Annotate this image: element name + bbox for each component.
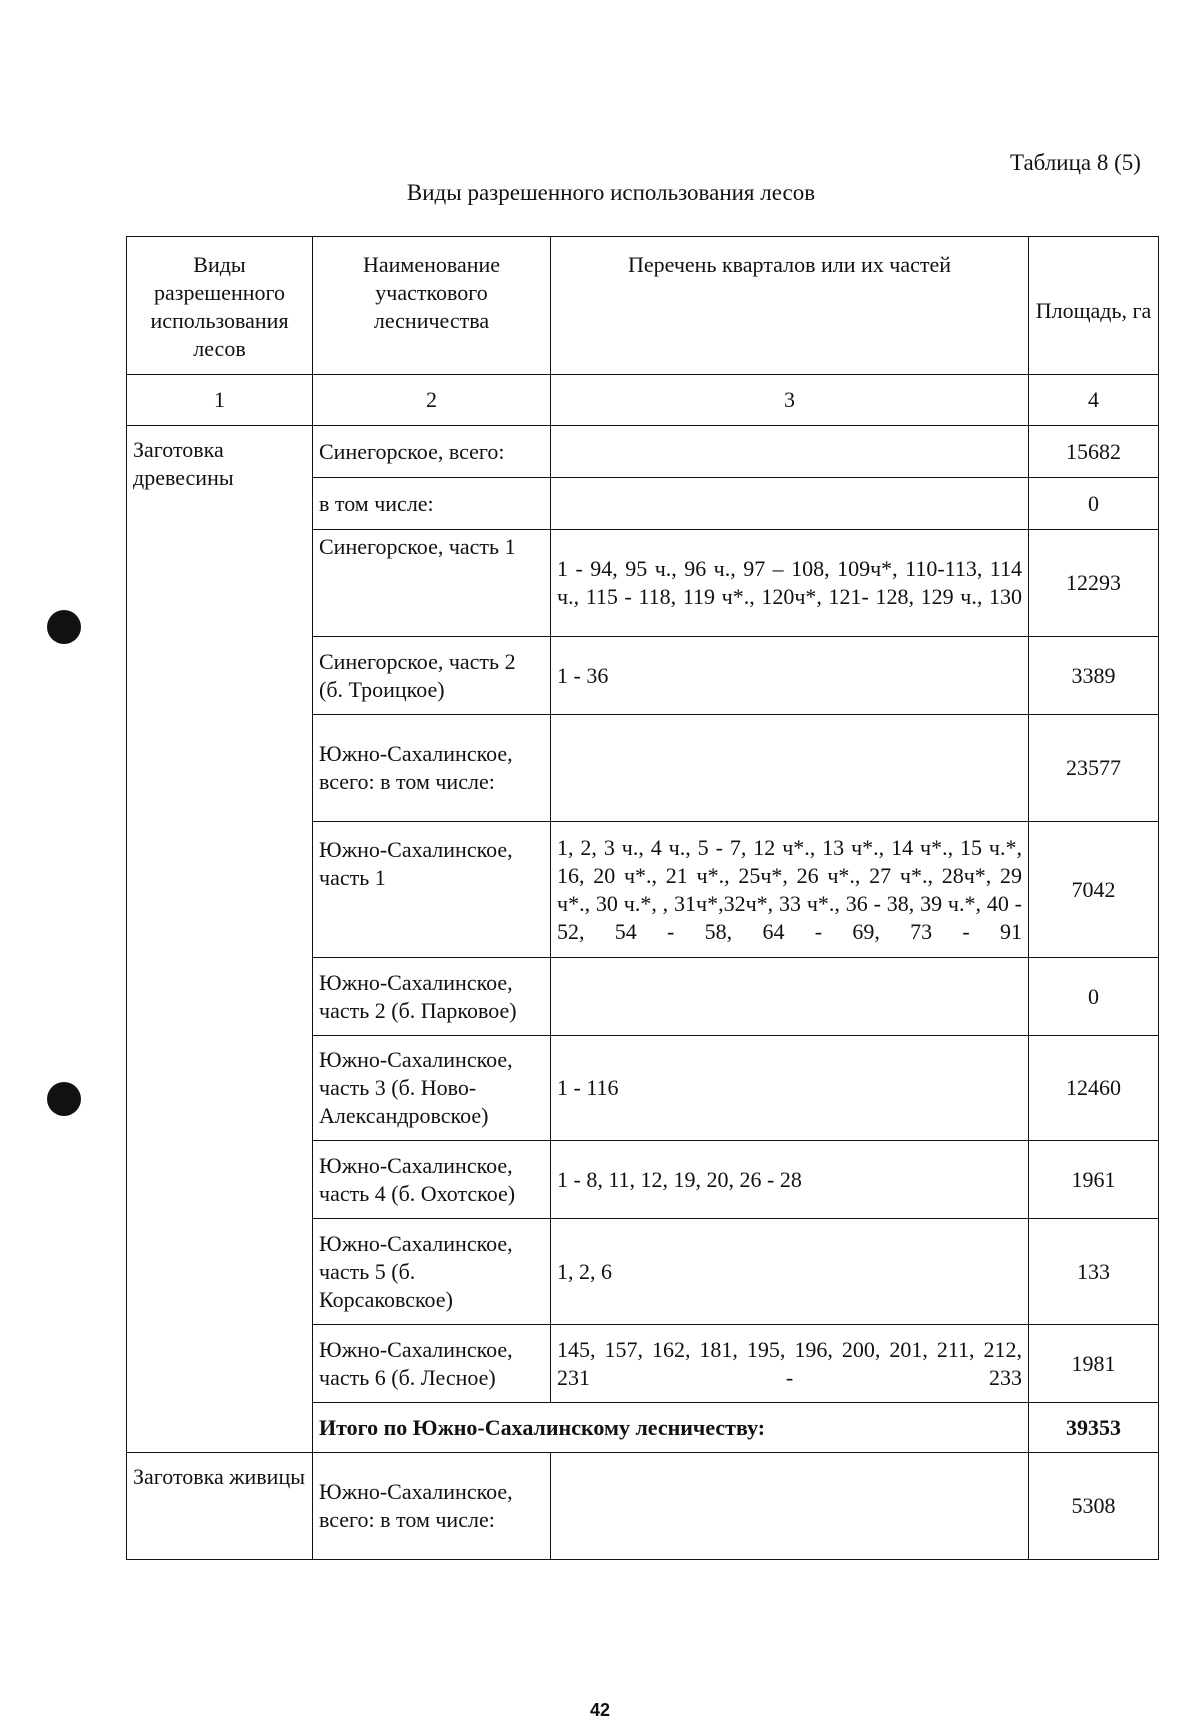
forestry-name: Южно-Сахалинское, всего: в том числе: [313, 715, 551, 822]
total-area: 39353 [1029, 1403, 1159, 1453]
quarters-list [551, 478, 1029, 530]
area-value: 1981 [1029, 1325, 1159, 1403]
column-number: 3 [551, 375, 1029, 426]
quarters-list [551, 1453, 1029, 1560]
forestry-name: Южно-Сахалинское, часть 2 (б. Парковое) [313, 958, 551, 1036]
area-value: 133 [1029, 1219, 1159, 1325]
use-type-cell: Заготовка древесины [127, 426, 313, 1453]
page-number: 42 [589, 1700, 611, 1720]
area-value: 0 [1029, 958, 1159, 1036]
area-value: 5308 [1029, 1453, 1159, 1560]
forestry-name: Южно-Сахалинское, часть 4 (б. Охотское) [313, 1141, 551, 1219]
forest-use-table [126, 236, 1159, 1560]
forestry-name: Южно-Сахалинское, всего: в том числе: [313, 1453, 551, 1560]
forestry-name: Синегорское, часть 1 [313, 530, 551, 637]
document-title: Виды разрешенного использования лесов [406, 180, 816, 205]
forestry-name: в том числе: [313, 478, 551, 530]
quarters-list [551, 426, 1029, 478]
column-header: Наименование участкового лесничества [313, 237, 551, 375]
area-value: 15682 [1029, 426, 1159, 478]
column-number: 2 [313, 375, 551, 426]
binder-hole [47, 610, 81, 644]
binder-hole [47, 1082, 81, 1116]
quarters-list: 1 - 116 [551, 1036, 1029, 1141]
forestry-name: Южно-Сахалинское, часть 3 (б. Ново-Александровское) [313, 1036, 551, 1141]
forestry-name: Южно-Сахалинское, часть 1 [313, 822, 551, 958]
column-number: 1 [127, 375, 313, 426]
area-value: 3389 [1029, 637, 1159, 715]
forestry-name: Южно-Сахалинское, часть 5 (б. Корсаковское) [313, 1219, 551, 1325]
table-row [127, 1453, 1159, 1560]
quarters-list [551, 715, 1029, 822]
header-row [127, 237, 1159, 375]
area-value: 7042 [1029, 822, 1159, 958]
forestry-name: Синегорское, часть 2 (б. Троицкое) [313, 637, 551, 715]
table-label: Таблица 8 (5) [1010, 150, 1141, 175]
quarters-list: 145, 157, 162, 181, 195, 196, 200, 201, 211, 212, 231 - 233 [551, 1325, 1029, 1403]
forestry-name: Синегорское, всего: [313, 426, 551, 478]
column-number-row [127, 375, 1159, 426]
area-value: 0 [1029, 478, 1159, 530]
column-number: 4 [1029, 375, 1159, 426]
quarters-list: 1, 2, 6 [551, 1219, 1029, 1325]
quarters-list: 1, 2, 3 ч., 4 ч., 5 - 7, 12 ч*., 13 ч*., 14 ч*., 15 ч.*, 16, 20 ч*., 21 ч*., 25ч*, 26 ч*., 27 ч*., 28ч*, 29 ч*., 30 ч.*, , 31ч*,32ч*, 33 ч*., 36 - 38, 39 ч.*, 40 - 52, 54 - 58, 64 - 69, 73 - 91 [551, 822, 1029, 958]
total-label: Итого по Южно-Сахалинскому лесничеству: [313, 1403, 1029, 1453]
area-value: 1961 [1029, 1141, 1159, 1219]
use-type-cell: Заготовка живицы [127, 1453, 313, 1560]
column-header: Перечень кварталов или их частей [551, 237, 1029, 375]
table-row [127, 426, 1159, 478]
quarters-list: 1 - 94, 95 ч., 96 ч., 97 – 108, 109ч*, 110-113, 114 ч., 115 - 118, 119 ч*., 120ч*, 121- 128, 129 ч., 130 [551, 530, 1029, 637]
column-header: Виды разрешенного использования лесов [127, 237, 313, 375]
area-value: 12460 [1029, 1036, 1159, 1141]
quarters-list: 1 - 8, 11, 12, 19, 20, 26 - 28 [551, 1141, 1029, 1219]
forestry-name: Южно-Сахалинское, часть 6 (б. Лесное) [313, 1325, 551, 1403]
quarters-list [551, 958, 1029, 1036]
quarters-list: 1 - 36 [551, 637, 1029, 715]
area-value: 23577 [1029, 715, 1159, 822]
area-value: 12293 [1029, 530, 1159, 637]
column-header: Площадь, га [1029, 237, 1159, 375]
